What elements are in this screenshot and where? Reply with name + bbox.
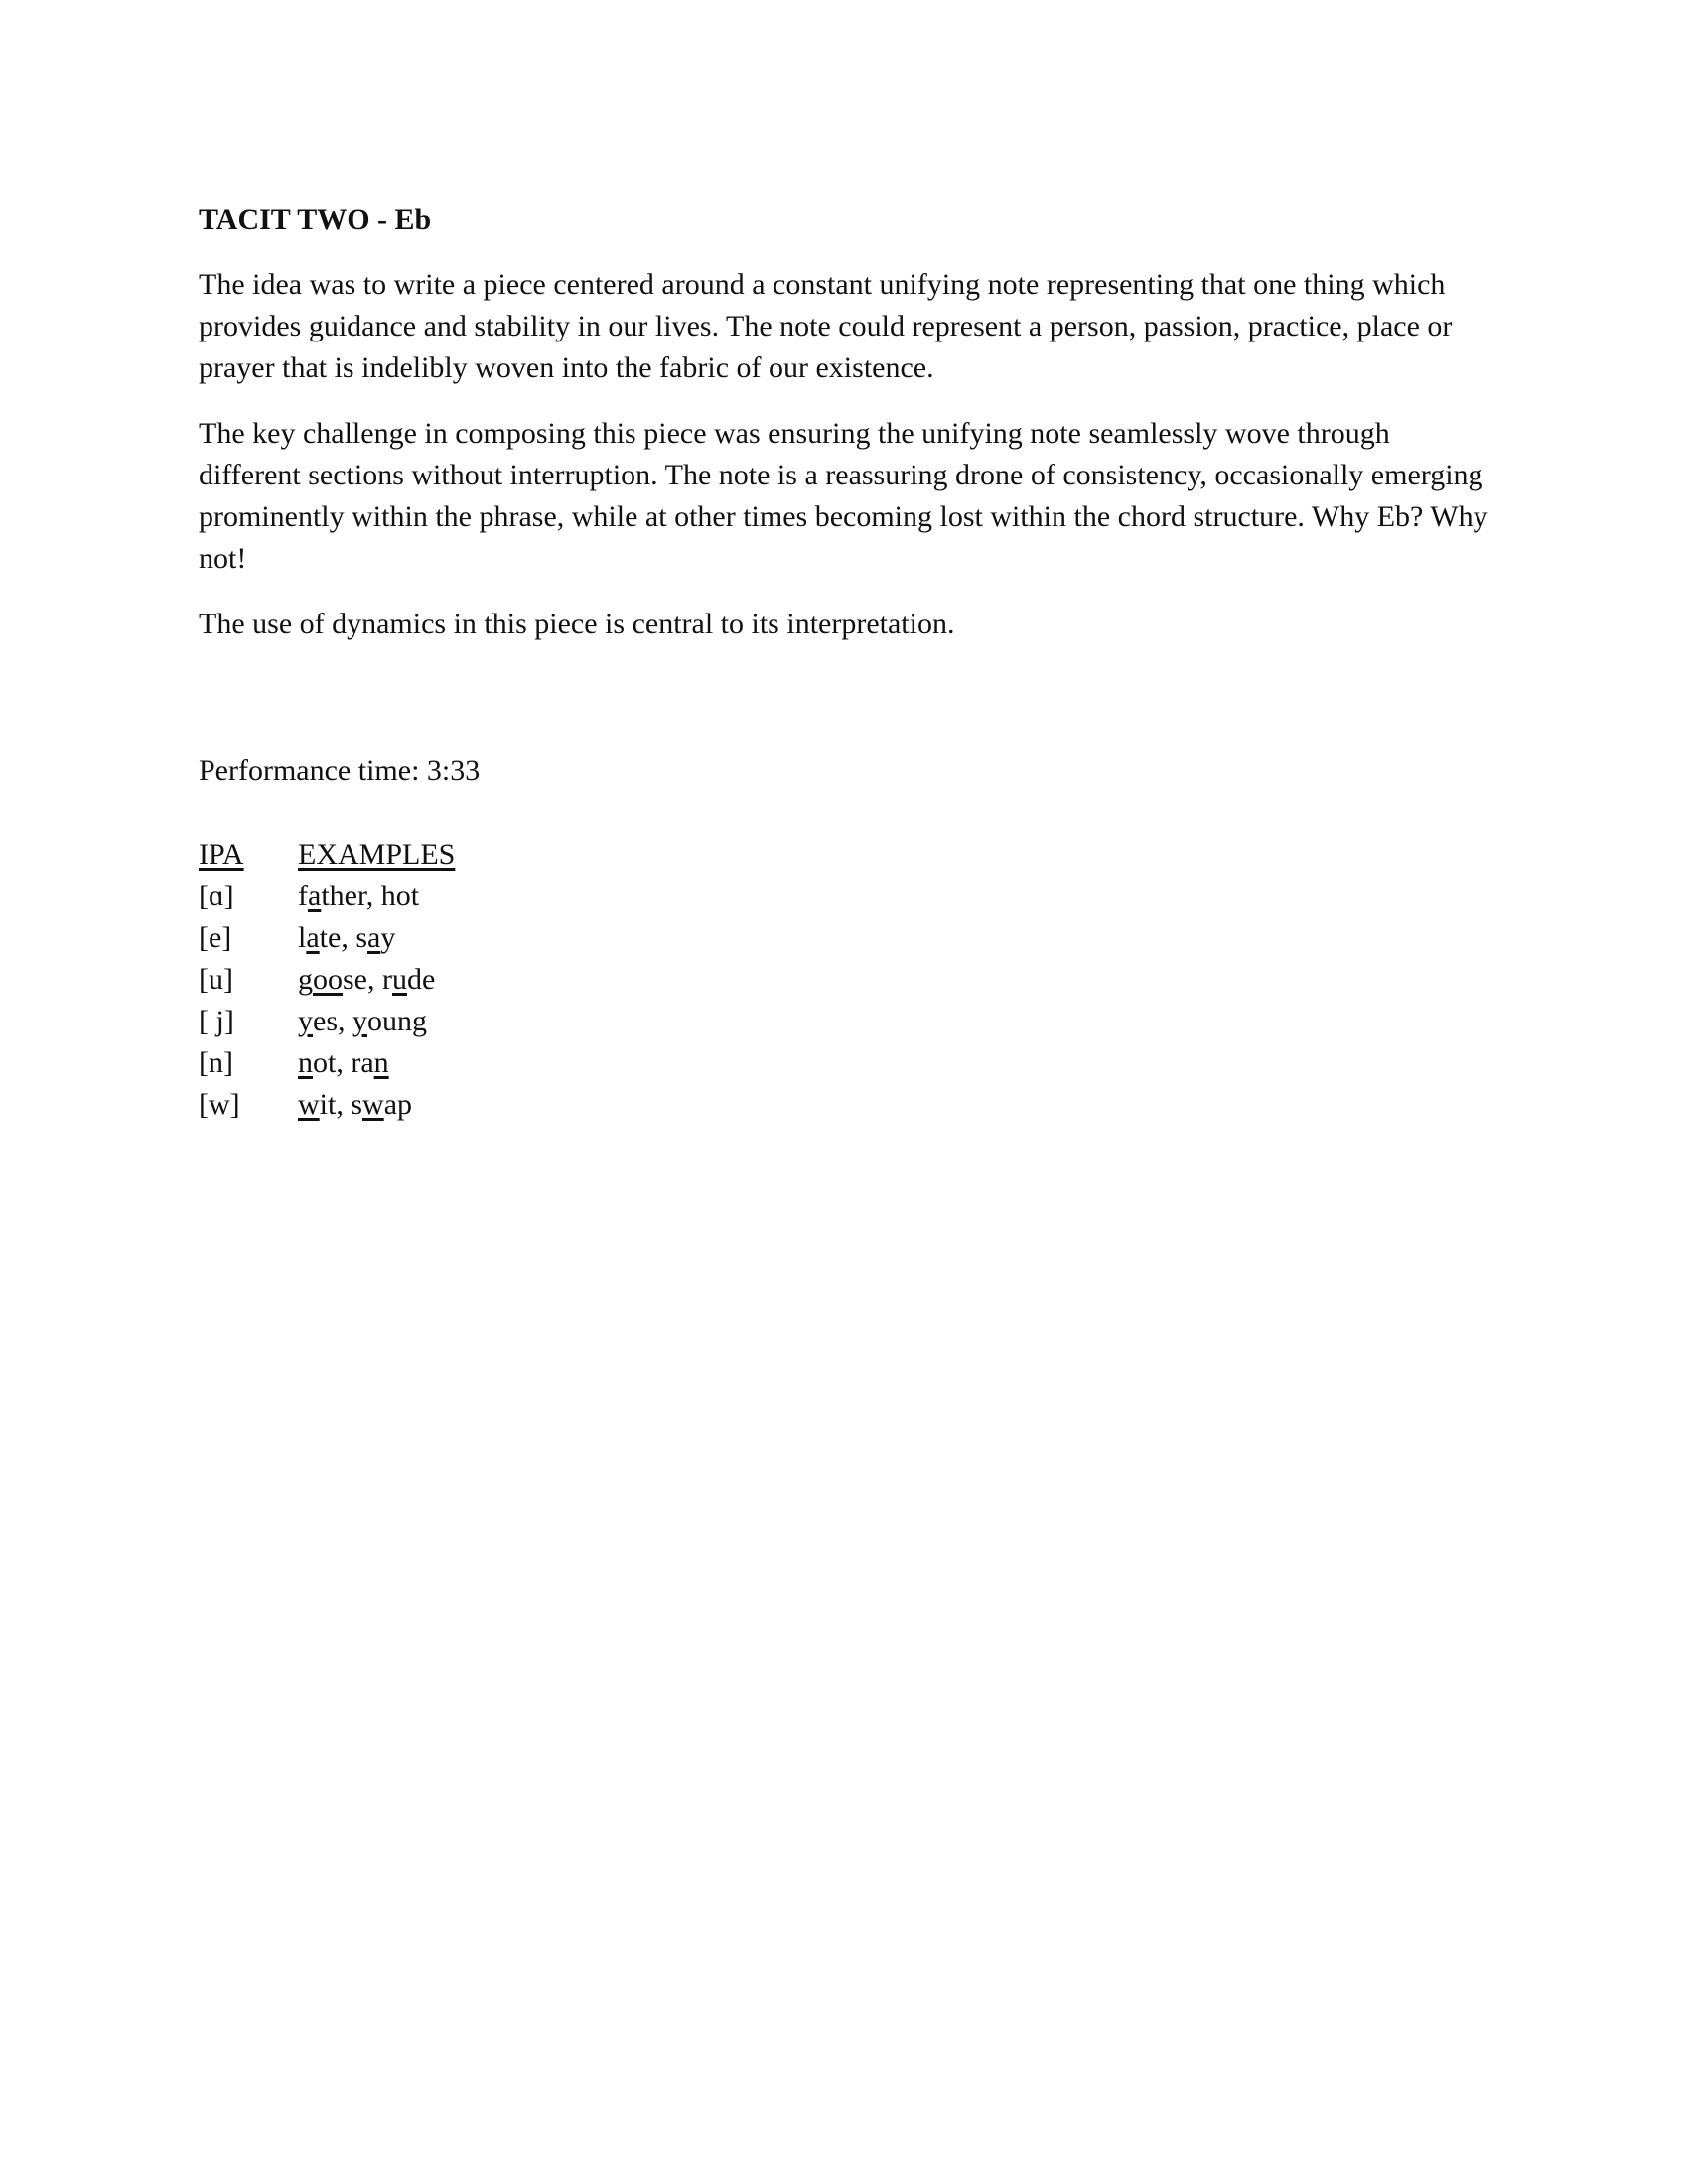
example-segment: l xyxy=(298,921,307,954)
ipa-row xyxy=(199,876,1489,917)
example-underlined-segment: a xyxy=(306,921,320,954)
ipa-row xyxy=(199,1042,1489,1084)
example-underlined-segment: w xyxy=(298,1088,320,1121)
paragraph-dynamics: The use of dynamics in this piece is central to its interpretation. xyxy=(199,608,955,640)
example-underlined-segment: u xyxy=(391,963,407,996)
ipa-symbol: [w] xyxy=(199,1088,240,1121)
example-underlined-segment: y xyxy=(298,1005,313,1037)
ipa-symbol: [n] xyxy=(199,1046,233,1079)
example-segment: it, s xyxy=(319,1088,363,1121)
example-segment: g xyxy=(298,963,313,996)
ipa-row xyxy=(199,1001,1489,1042)
example-segment: y xyxy=(380,921,396,954)
ipa-row xyxy=(199,1084,1489,1126)
ipa-symbol: [ɑ] xyxy=(199,880,234,912)
ipa-example xyxy=(298,1084,412,1126)
example-segment: ap xyxy=(383,1088,413,1121)
example-underlined-segment: oo xyxy=(313,963,343,996)
ipa-example xyxy=(298,1042,389,1084)
example-segment: f xyxy=(298,880,308,912)
ipa-table xyxy=(199,834,1489,1126)
paragraph-challenge: The key challenge in composing this piece was ensuring the unifying note seamlessly wove through different sections without interruption. The note is a reassuring drone of consistency, occasionally emerging prominently within the phrase, while at other times becoming lost within the chord structure. Why Eb? Why not! xyxy=(199,417,1488,575)
example-underlined-segment: w xyxy=(362,1088,384,1121)
ipa-symbol: [ j] xyxy=(199,1005,234,1037)
ipa-rows xyxy=(199,876,1489,1126)
ipa-example xyxy=(298,876,419,917)
example-underlined-segment: a xyxy=(367,921,381,954)
ipa-example xyxy=(298,917,395,959)
example-underlined-segment: n xyxy=(373,1046,389,1079)
examples-header: EXAMPLES xyxy=(298,838,456,871)
ipa-table-header xyxy=(199,834,1489,876)
ipa-symbol: [e] xyxy=(199,921,232,954)
ipa-row xyxy=(199,959,1489,1001)
ipa-symbol: [u] xyxy=(199,963,233,996)
ipa-example xyxy=(298,959,435,1001)
example-segment: te, s xyxy=(319,921,367,954)
example-underlined-segment: n xyxy=(298,1046,313,1079)
example-segment: oung xyxy=(367,1005,427,1037)
ipa-example xyxy=(298,1001,427,1042)
ipa-row xyxy=(199,917,1489,959)
document-title: TACIT TWO - Eb xyxy=(199,204,432,236)
performance-time: Performance time: 3:33 xyxy=(199,754,481,787)
ipa-header: IPA xyxy=(199,838,244,871)
example-underlined-segment: y xyxy=(352,1005,367,1037)
example-segment: de xyxy=(406,963,436,996)
example-segment: se, r xyxy=(343,963,392,996)
example-segment: es, xyxy=(313,1005,352,1037)
example-segment: ther, hot xyxy=(321,880,420,912)
paragraph-idea: The idea was to write a piece centered around a constant unifying note representing that one thing which provides guidance and stability in our lives. The note could represent a person, passion, practice, place or prayer that is indelibly woven into the fabric of our existence. xyxy=(199,268,1453,384)
document-content xyxy=(199,199,1489,1126)
example-segment: ot, ra xyxy=(313,1046,374,1079)
example-underlined-segment: a xyxy=(308,880,322,912)
